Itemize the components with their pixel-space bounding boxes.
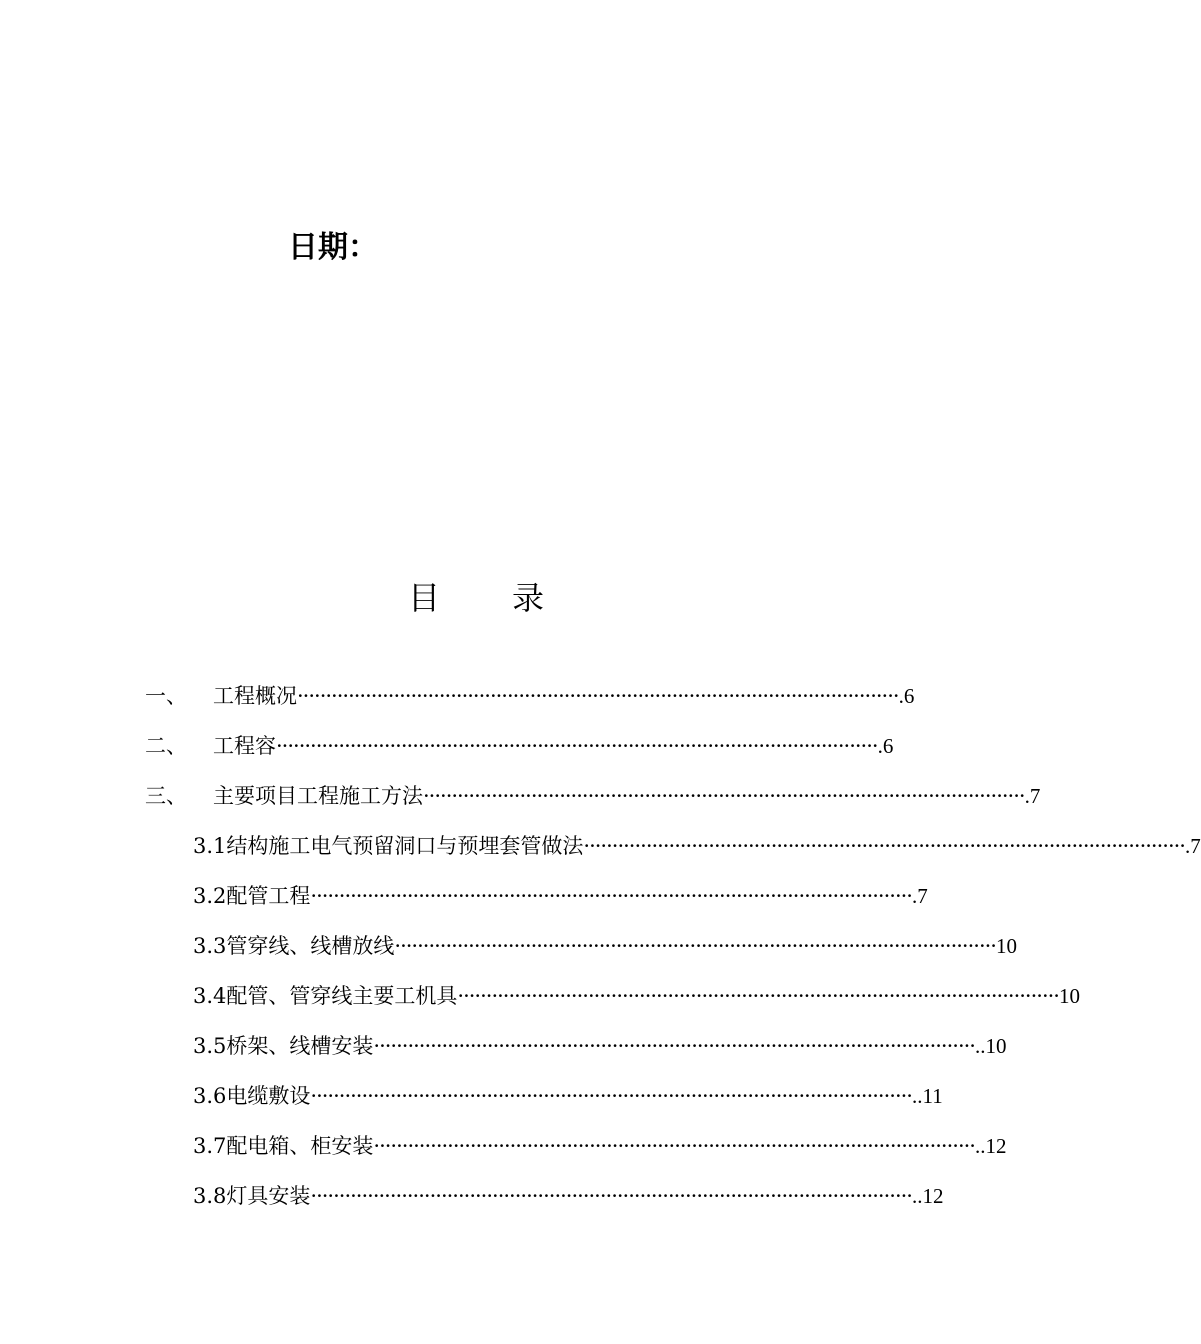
toc-entry-page: .7 xyxy=(1185,834,1201,858)
toc-entry-title: 工程概况 xyxy=(213,684,297,708)
toc-entry-3[interactable] xyxy=(145,778,1041,814)
toc-entry-3-2[interactable] xyxy=(193,878,928,914)
toc-entry-title: 3.8灯具安装 xyxy=(193,1184,311,1208)
toc-entry-title: 3.1结构施工电气预留洞口与预埋套管做法 xyxy=(193,834,584,858)
toc-dot-leader: ·········································································································· xyxy=(583,834,1185,858)
toc-entry-3-8[interactable] xyxy=(193,1178,944,1214)
toc-dot-leader: ·········································································································· xyxy=(394,934,996,958)
toc-entry-page: .7 xyxy=(912,884,928,908)
toc-entry-page: ..12 xyxy=(912,1184,944,1208)
toc-entry-page: .6 xyxy=(898,684,915,708)
date-label: 日期： xyxy=(288,230,378,265)
toc-dot-leader: ·········································································································· xyxy=(310,884,912,908)
toc-dot-leader: ·········································································································· xyxy=(297,684,899,708)
toc-entry-3-6[interactable] xyxy=(193,1078,943,1114)
toc-dot-leader: ·········································································································· xyxy=(423,784,1025,808)
toc-entry-page: .7 xyxy=(1024,784,1041,808)
toc-entry-title: 工程容 xyxy=(213,734,276,758)
toc-entry-number: 三、 xyxy=(145,784,187,808)
toc-entry-page: ..10 xyxy=(975,1034,1007,1058)
toc-entry-page: 10 xyxy=(996,934,1017,958)
toc-entry-1[interactable] xyxy=(145,678,915,714)
toc-entry-3-7[interactable] xyxy=(193,1128,1007,1164)
toc-entry-title: 3.3管穿线、线槽放线 xyxy=(193,934,395,958)
toc-entry-title: 3.5桥架、线槽安装 xyxy=(193,1034,374,1058)
toc-dot-leader: ·········································································································· xyxy=(310,1084,912,1108)
toc-entry-3-3[interactable] xyxy=(193,928,1017,964)
toc-entry-2[interactable] xyxy=(145,728,894,764)
toc-dot-leader: ·········································································································· xyxy=(373,1134,975,1158)
toc-entry-page: ..12 xyxy=(975,1134,1007,1158)
toc-entry-3-4[interactable] xyxy=(193,978,1080,1014)
toc-entry-title: 3.7配电箱、柜安装 xyxy=(193,1134,374,1158)
toc-title-char-2: 录 xyxy=(512,579,545,617)
toc-dot-leader: ·········································································································· xyxy=(310,1184,912,1208)
toc-entry-3-1[interactable] xyxy=(193,828,1201,864)
toc-entry-3-5[interactable] xyxy=(193,1028,1007,1064)
toc-entry-title: 3.6电缆敷设 xyxy=(193,1084,311,1108)
toc-title-char-1: 目 xyxy=(408,579,441,617)
toc-entry-number: 二、 xyxy=(145,734,187,758)
toc-entry-number: 一、 xyxy=(145,684,187,708)
toc-entry-page: .6 xyxy=(877,734,894,758)
toc-entry-title: 主要项目工程施工方法 xyxy=(213,784,423,808)
toc-dot-leader: ·········································································································· xyxy=(457,984,1059,1008)
toc-entry-title: 3.4配管、管穿线主要工机具 xyxy=(193,984,458,1008)
toc-entry-page: 10 xyxy=(1059,984,1080,1008)
toc-title xyxy=(0,576,950,620)
toc-entry-title: 3.2配管工程 xyxy=(193,884,311,908)
toc-dot-leader: ·········································································································· xyxy=(373,1034,975,1058)
toc-dot-leader: ·········································································································· xyxy=(276,734,878,758)
toc-entry-page: ..11 xyxy=(912,1084,943,1108)
